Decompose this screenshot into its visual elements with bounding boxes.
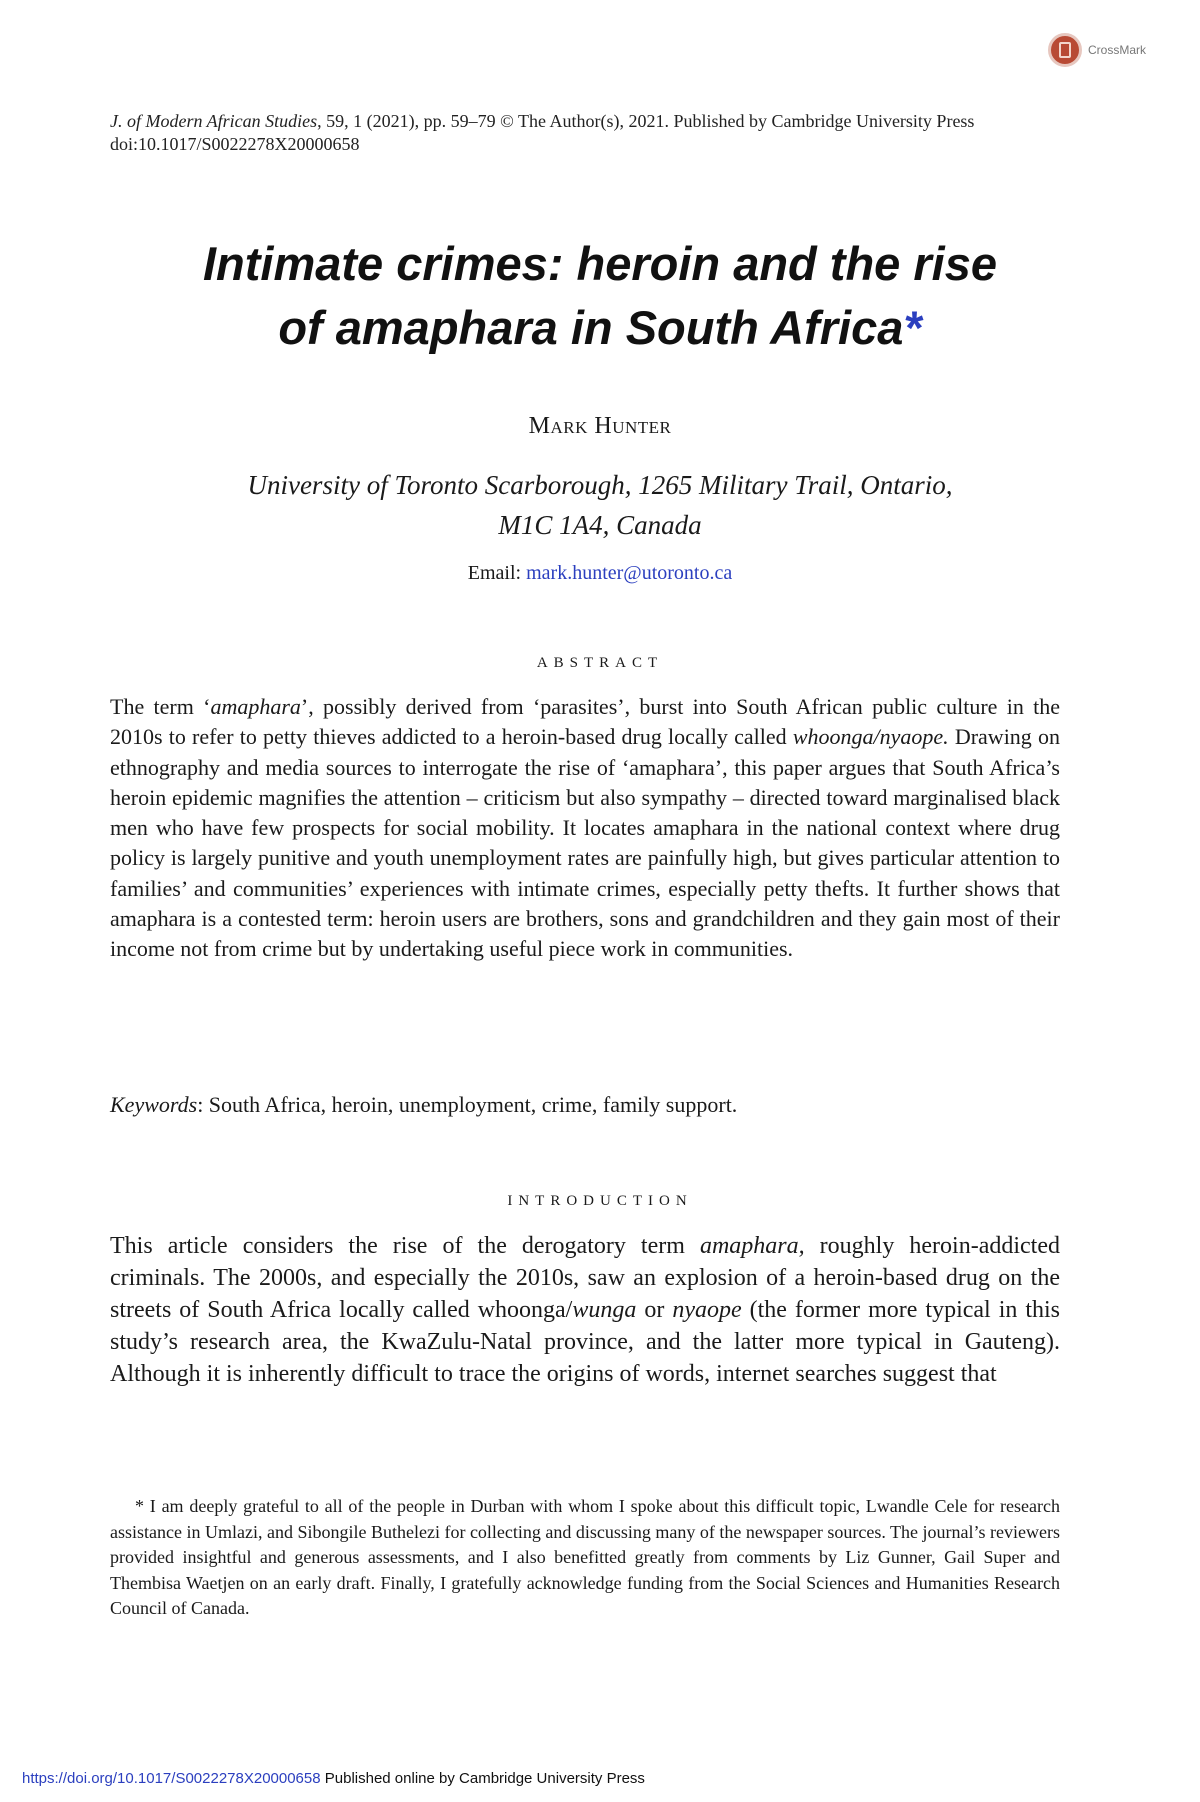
intro-term-amaphara: amaphara, [699,1233,805,1259]
abstract-term-amaphara: amaphara [210,694,301,719]
introduction-heading: INTRODUCTION [507,1193,693,1209]
intro-segment: (the former more typical in this study’s research area, the KwaZulu-Natal province, and the latter more typical in Gauteng). Although it is inherently difficult to trace the origins of words, internet searches suggest that [110,1297,1061,1387]
author-affiliation [150,465,1050,545]
title-line-1: Intimate crimes: heroin and the rise [203,237,997,290]
crossmark-label: CrossMark [1088,43,1147,57]
citation-details: , 59, 1 (2021), pp. 59–79 © The Author(s), 2021. Published by Cambridge University Press [317,111,975,131]
introduction-text [110,1230,1060,1390]
journal-citation [110,110,1060,156]
intro-term-nyaope: nyaope [672,1297,742,1323]
abstract-term-whoonga: whoonga/nyaope. [792,724,949,750]
affiliation-line-2: M1C 1A4, Canada [498,510,702,540]
page-footer [22,1770,645,1787]
email-label: Email: [467,562,527,584]
abstract-text [110,692,1060,965]
keywords-label: Keywords [110,1092,198,1117]
keywords [110,1090,1060,1120]
intro-segment: roughly heroin-addicted criminals. The 2000s, and especially the 2010s, saw an explosion of a heroin-based drug on the streets of South Africa locally called whoonga/ [110,1233,1060,1323]
intro-segment: or [636,1297,673,1323]
intro-term-wunga: wunga [572,1297,637,1323]
abstract-segment: Drawing on ethnography and media sources to interrogate the rise of ‘amaphara’, this paper argues that South Africa’s heroin epidemic magnifies the attention – criticism but also sympathy – directed toward marginalised black men who have few prospects for social mobility. It locates amaphara in the national context where drug policy is largely punitive and youth unemployment rates are painfully high, but gives particular attention to families’ and communities’ experiences with intimate crimes, especially petty thefts. It further shows that amaphara is a contested term: heroin users are brothers, sons and grandchildren and they gain most of their income not from crime but by undertaking useful piece work in communities. [110,724,1061,962]
title-line-2: of amaphara in South Africa [278,301,904,354]
article-title [100,232,1100,360]
intro-segment: This article considers the rise of the derogatory term [110,1233,700,1259]
crossmark-icon [1048,33,1082,67]
affiliation-line-1: University of Toronto Scarborough, 1265 Military Trail, Ontario, [247,470,953,500]
title-footnote-marker[interactable]: * [903,301,922,354]
article-doi: doi:10.1017/S0022278X20000658 [110,134,360,154]
email-link[interactable]: mark.hunter@utoronto.ca [526,562,733,584]
crossmark-badge[interactable] [1048,30,1188,70]
abstract-heading: ABSTRACT [536,655,664,671]
abstract-segment: ’, possibly derived from ‘parasites’, burst into South African public culture in the 2010s to refer to petty thieves addicted to a heroin-based drug locally called [110,694,1060,750]
doi-link[interactable]: https://doi.org/10.1017/S0022278X20000658 [22,1770,321,1787]
keywords-list: : South Africa, heroin, unemployment, crime, family support. [197,1092,738,1117]
journal-name: J. of Modern African Studies [110,111,318,131]
author-name: Mark Hunter [528,413,672,439]
abstract-segment: The term ‘ [110,694,211,719]
author-email [0,562,1200,585]
published-online-text: Published online by Cambridge University Press [320,1770,645,1787]
acknowledgement-footnote [110,1494,1060,1622]
footnote-text: I am deeply grateful to all of the people in Durban with whom I spoke about this difficult topic, Lwandle Cele for research assistance in Umlazi, and Sibongile Buthelezi for collecting and discussing many of the newspaper sources. The journal’s reviewers provided insightful and generous assessments, and I also benefitted greatly from comments by Liz Gunner, Gail Super and Thembisa Waetjen on an early draft. Finally, I gratefully acknowledge funding from the Social Sciences and Humanities Research Council of Canada. [110,1496,1060,1619]
footnote-marker: * [135,1496,144,1516]
